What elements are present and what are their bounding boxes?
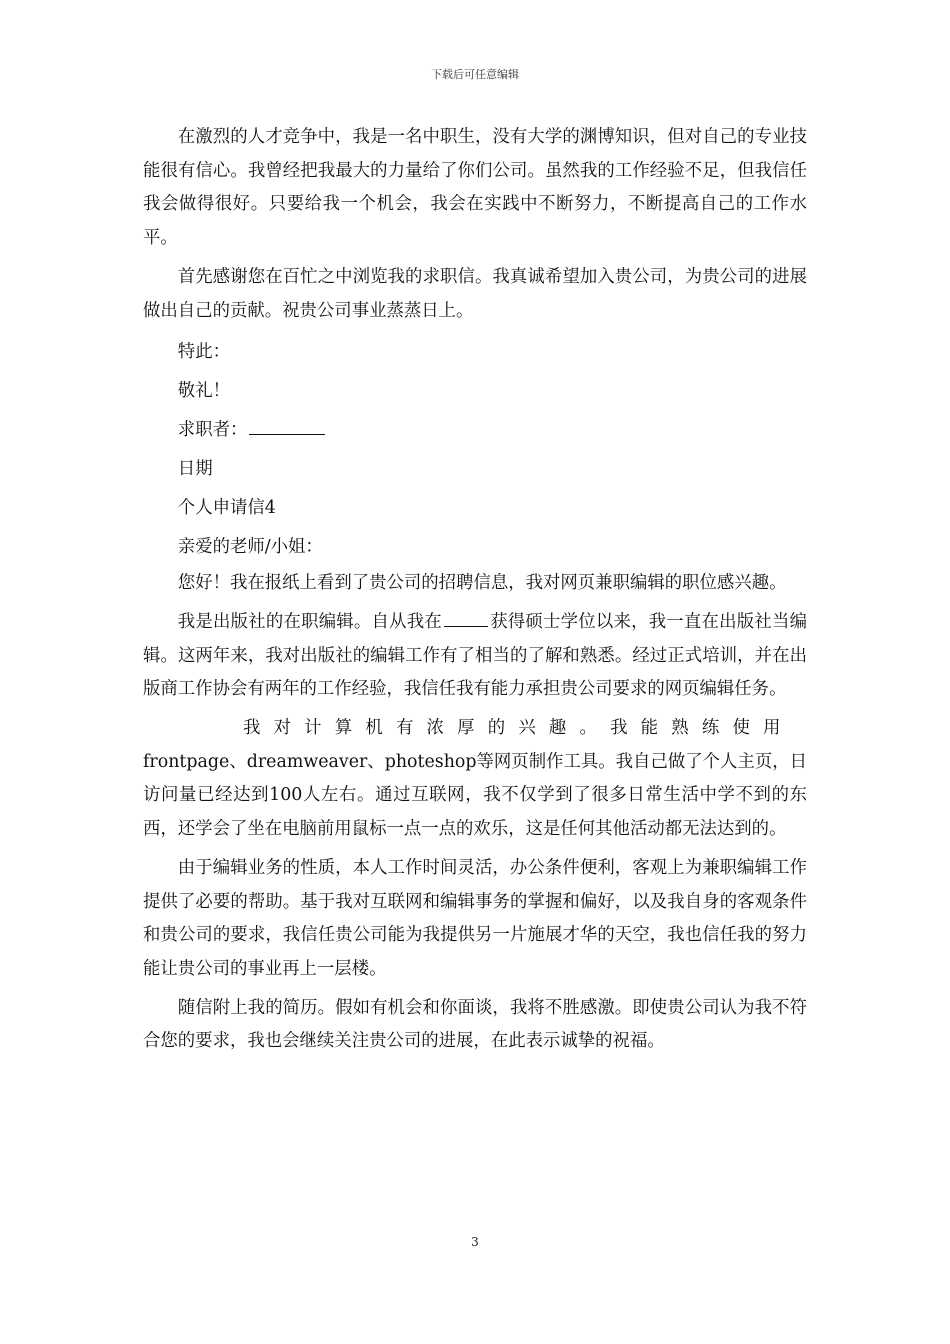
paragraph-competition: 在激烈的人才竞争中，我是一名中职生，没有大学的渊博知识，但对自己的专业技能很有信心。我曾经把我最大的力量给了你们公司。虽然我的工作经验不足，但我信任我会做得很好。只要给我一个机会，我会在实践中不断努力，不断提高自己的工作水平。 — [143, 127, 807, 249]
signer-blank — [249, 433, 325, 435]
computer-skills-rest: frontpage、dreamweaver、photeshop等网页制作工具。我自己做了个人主页，日访问量已经达到100人左右。通过互联网，我不仅学到了很多日常生活中学不到的东西，还学会了坐在电脑前用鼠标一点一点的欢乐，这是任何其他活动都无法达到的。 — [143, 751, 807, 840]
paragraph-resume: 随信附上我的简历。假如有机会和你面谈，我将不胜感激。即使贵公司认为我不符合您的要求，我也会继续关注贵公司的进展，在此表示诚挚的祝福。 — [143, 997, 807, 1052]
paragraph-flexibility: 由于编辑业务的性质，本人工作时间灵活，办公条件便利，客观上为兼职编辑工作提供了必要的帮助。基于我对互联网和编辑事务的掌握和偏好，以及我自身的客观条件和贵公司的要求，我信任贵公司能为我提供另一片施展才华的天空，我也信任我的努力能让贵公司的事业再上一层楼。 — [143, 857, 807, 979]
page-number: 3 — [471, 1235, 479, 1249]
school-blank — [444, 625, 488, 627]
salutation: 亲爱的老师/小姐： — [177, 537, 323, 558]
closing-line-2: 敬礼！ — [177, 381, 230, 402]
editor-text-end: 获得硕士学位以来，我一直在出版社当编辑。这两年来，我对出版社的编辑工作有了相当的了解和熟悉。经过正式培训，并在出版商工作协会有两年的工作经验，我信任我有能力承担贵公司要求的网页编辑任务。 — [143, 611, 807, 700]
paragraph-thanks: 首先感谢您在百忙之中浏览我的求职信。我真诚希望加入贵公司，为贵公司的进展做出自己的贡献。祝贵公司事业蒸蒸日上。 — [143, 266, 807, 321]
paragraph-greeting: 您好！我在报纸上看到了贵公司的招聘信息，我对网页兼职编辑的职位感兴趣。 — [177, 573, 787, 594]
page-header: 下载后可任意编辑 — [431, 68, 519, 81]
editor-text-start: 我是出版社的在职编辑。自从我在 — [177, 611, 442, 632]
document-body — [143, 121, 807, 1059]
signer-label: 求职者： — [177, 420, 248, 441]
date-line: 日期 — [177, 459, 213, 480]
closing-line-1: 特此： — [177, 342, 230, 363]
paragraph-computer-skills — [143, 712, 807, 847]
computer-skills-first-line: 我对计算机有浓厚的兴趣。我能熟练使用 — [243, 718, 794, 739]
signer-line — [143, 411, 807, 450]
letter-title: 个人申请信4 — [177, 498, 276, 519]
paragraph-editor-experience — [143, 606, 807, 707]
